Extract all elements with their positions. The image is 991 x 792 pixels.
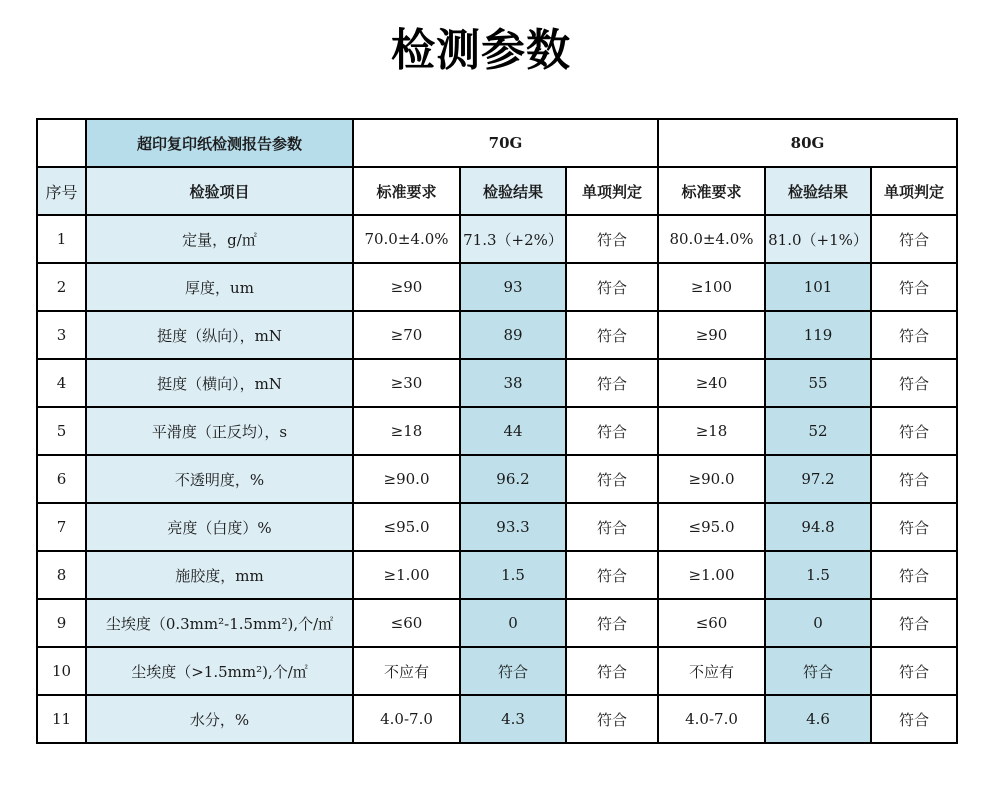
cell-verdict-70g: 符合 [566, 359, 658, 407]
cell-std-70g: ≤95.0 [353, 503, 460, 551]
cell-verdict-70g: 符合 [566, 695, 658, 743]
cell-seq: 6 [37, 455, 86, 503]
cell-item: 挺度（横向），mN [86, 359, 353, 407]
cell-result-80g: 52 [765, 407, 871, 455]
cell-result-80g: 119 [765, 311, 871, 359]
cell-std-70g: ≥90 [353, 263, 460, 311]
cell-result-70g: 符合 [460, 647, 566, 695]
table-row [37, 695, 957, 743]
cell-verdict-70g: 符合 [566, 551, 658, 599]
cell-verdict-70g: 符合 [566, 215, 658, 263]
cell-seq: 1 [37, 215, 86, 263]
cell-result-80g: 0 [765, 599, 871, 647]
table-row [37, 599, 957, 647]
cell-result-80g: 55 [765, 359, 871, 407]
cell-std-80g: ≤60 [658, 599, 765, 647]
cell-verdict-80g: 符合 [871, 503, 957, 551]
cell-verdict-70g: 符合 [566, 407, 658, 455]
cell-std-80g: ≤95.0 [658, 503, 765, 551]
cell-std-80g: ≥1.00 [658, 551, 765, 599]
cell-seq: 5 [37, 407, 86, 455]
cell-item: 厚度，um [86, 263, 353, 311]
cell-result-70g: 71.3（+2%） [460, 215, 566, 263]
cell-std-70g: 70.0±4.0% [353, 215, 460, 263]
header-row-columns [37, 167, 957, 215]
cell-seq: 4 [37, 359, 86, 407]
table-caption: 超印复印纸检测报告参数 [86, 119, 353, 167]
cell-std-70g: ≤60 [353, 599, 460, 647]
cell-result-70g: 4.3 [460, 695, 566, 743]
col-header-result-70g: 检验结果 [460, 167, 566, 215]
cell-result-70g: 93 [460, 263, 566, 311]
cell-verdict-70g: 符合 [566, 311, 658, 359]
cell-item: 尘埃度（>1.5mm²),个/㎡ [86, 647, 353, 695]
cell-std-80g: ≥100 [658, 263, 765, 311]
col-header-seq: 序号 [37, 167, 86, 215]
cell-seq: 9 [37, 599, 86, 647]
page-title: 检测参数 [391, 25, 571, 76]
cell-verdict-80g: 符合 [871, 599, 957, 647]
table-row [37, 215, 957, 263]
col-header-std-80g: 标准要求 [658, 167, 765, 215]
cell-verdict-80g: 符合 [871, 407, 957, 455]
cell-seq: 11 [37, 695, 86, 743]
cell-result-80g: 1.5 [765, 551, 871, 599]
group-header-80g: 80G [658, 119, 957, 167]
table-row [37, 359, 957, 407]
cell-verdict-70g: 符合 [566, 647, 658, 695]
col-header-item: 检验项目 [86, 167, 353, 215]
table-row [37, 455, 957, 503]
cell-seq: 3 [37, 311, 86, 359]
cell-std-70g: ≥30 [353, 359, 460, 407]
cell-result-80g: 4.6 [765, 695, 871, 743]
cell-item: 亮度（白度）% [86, 503, 353, 551]
cell-item: 定量，g/㎡ [86, 215, 353, 263]
cell-std-80g: ≥90 [658, 311, 765, 359]
table-row [37, 647, 957, 695]
cell-std-70g: 4.0-7.0 [353, 695, 460, 743]
cell-item: 平滑度（正反均），s [86, 407, 353, 455]
table-row [37, 503, 957, 551]
cell-verdict-80g: 符合 [871, 695, 957, 743]
cell-item: 水分，% [86, 695, 353, 743]
cell-result-80g: 97.2 [765, 455, 871, 503]
cell-std-80g: 4.0-7.0 [658, 695, 765, 743]
table-row [37, 551, 957, 599]
cell-verdict-80g: 符合 [871, 215, 957, 263]
cell-item: 尘埃度（0.3mm²-1.5mm²),个/㎡ [86, 599, 353, 647]
cell-verdict-70g: 符合 [566, 263, 658, 311]
cell-item: 挺度（纵向），mN [86, 311, 353, 359]
cell-result-70g: 96.2 [460, 455, 566, 503]
cell-std-80g: 80.0±4.0% [658, 215, 765, 263]
corner-cell [37, 119, 86, 167]
table-row [37, 407, 957, 455]
cell-seq: 2 [37, 263, 86, 311]
cell-std-70g: ≥18 [353, 407, 460, 455]
report-table [36, 118, 958, 744]
report-body [37, 119, 957, 743]
cell-std-80g: 不应有 [658, 647, 765, 695]
cell-seq: 10 [37, 647, 86, 695]
cell-item: 不透明度，% [86, 455, 353, 503]
cell-verdict-70g: 符合 [566, 455, 658, 503]
cell-result-70g: 1.5 [460, 551, 566, 599]
cell-std-70g: ≥70 [353, 311, 460, 359]
col-header-verdict-80g: 单项判定 [871, 167, 957, 215]
cell-std-80g: ≥90.0 [658, 455, 765, 503]
col-header-std-70g: 标准要求 [353, 167, 460, 215]
cell-result-70g: 0 [460, 599, 566, 647]
cell-seq: 7 [37, 503, 86, 551]
cell-result-80g: 81.0（+1%） [765, 215, 871, 263]
group-header-70g: 70G [353, 119, 658, 167]
cell-result-70g: 38 [460, 359, 566, 407]
cell-seq: 8 [37, 551, 86, 599]
header-row-groups [37, 119, 957, 167]
cell-std-70g: ≥90.0 [353, 455, 460, 503]
cell-verdict-70g: 符合 [566, 503, 658, 551]
cell-result-80g: 101 [765, 263, 871, 311]
cell-std-80g: ≥18 [658, 407, 765, 455]
cell-result-70g: 44 [460, 407, 566, 455]
cell-verdict-80g: 符合 [871, 263, 957, 311]
col-header-result-80g: 检验结果 [765, 167, 871, 215]
cell-result-80g: 94.8 [765, 503, 871, 551]
table-row [37, 311, 957, 359]
cell-verdict-80g: 符合 [871, 455, 957, 503]
cell-result-80g: 符合 [765, 647, 871, 695]
cell-item: 施胶度，mm [86, 551, 353, 599]
cell-std-70g: ≥1.00 [353, 551, 460, 599]
cell-verdict-80g: 符合 [871, 359, 957, 407]
col-header-verdict-70g: 单项判定 [566, 167, 658, 215]
cell-std-70g: 不应有 [353, 647, 460, 695]
cell-std-80g: ≥40 [658, 359, 765, 407]
cell-result-70g: 89 [460, 311, 566, 359]
cell-verdict-80g: 符合 [871, 311, 957, 359]
table-row [37, 263, 957, 311]
cell-verdict-80g: 符合 [871, 647, 957, 695]
cell-verdict-80g: 符合 [871, 551, 957, 599]
cell-result-70g: 93.3 [460, 503, 566, 551]
cell-verdict-70g: 符合 [566, 599, 658, 647]
